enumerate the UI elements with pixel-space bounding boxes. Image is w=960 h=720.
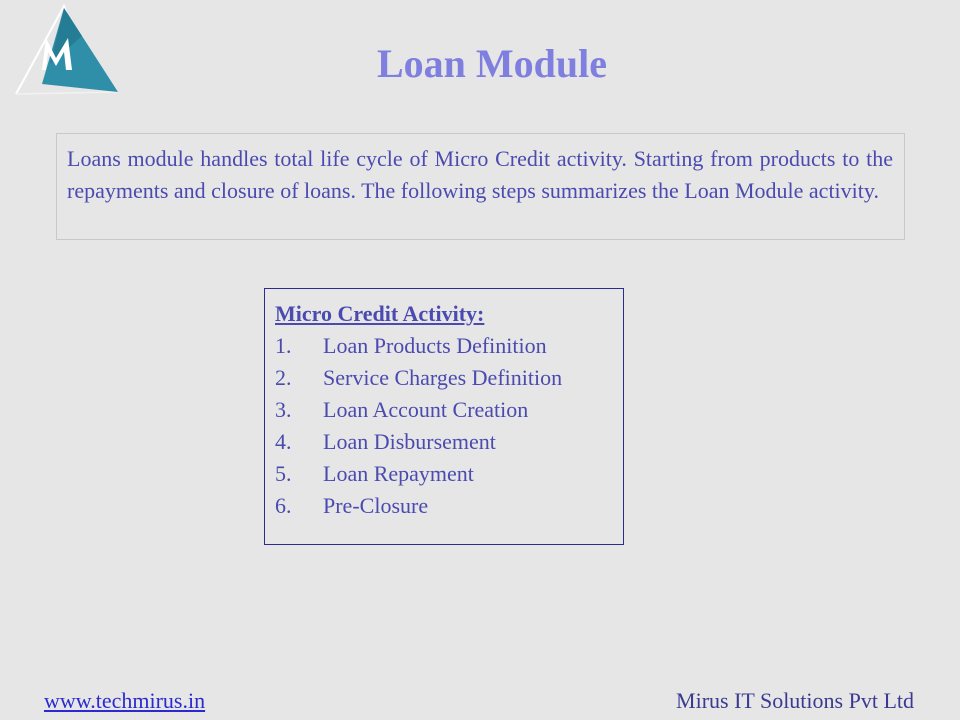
intro-paragraph: Loans module handles total life cycle of Micro Credit activity. Starting from products to the repayments and closure of loans. The following steps summarizes the Loan Module activity. (67, 146, 893, 203)
page-title: Loan Module (376, 41, 608, 86)
list-item (275, 362, 623, 394)
website-link[interactable]: www.techmirus.in (44, 688, 206, 713)
list-item-label: Loan Repayment (323, 461, 474, 486)
list-item-number: 4. (275, 429, 292, 454)
list-item-number: 2. (275, 365, 292, 390)
list-item-label: Loan Products Definition (323, 333, 547, 358)
list-item-number: 6. (275, 493, 292, 518)
list-item-label: Loan Account Creation (323, 397, 529, 422)
list-item (275, 394, 623, 426)
activity-heading: Micro Credit Activity: (275, 301, 485, 326)
list-item-number: 3. (275, 397, 292, 422)
company-name: Mirus IT Solutions Pvt Ltd (676, 688, 914, 713)
intro-text-box (56, 133, 905, 240)
list-item (275, 490, 623, 522)
list-item-label: Pre-Closure (323, 493, 429, 518)
list-item (275, 330, 623, 362)
list-item-number: 1. (275, 333, 292, 358)
list-item-label: Loan Disbursement (323, 429, 496, 454)
list-item-number: 5. (275, 461, 292, 486)
activity-list-box (264, 288, 624, 545)
list-item (275, 426, 623, 458)
list-item (275, 458, 623, 490)
list-item-label: Service Charges Definition (323, 365, 563, 390)
